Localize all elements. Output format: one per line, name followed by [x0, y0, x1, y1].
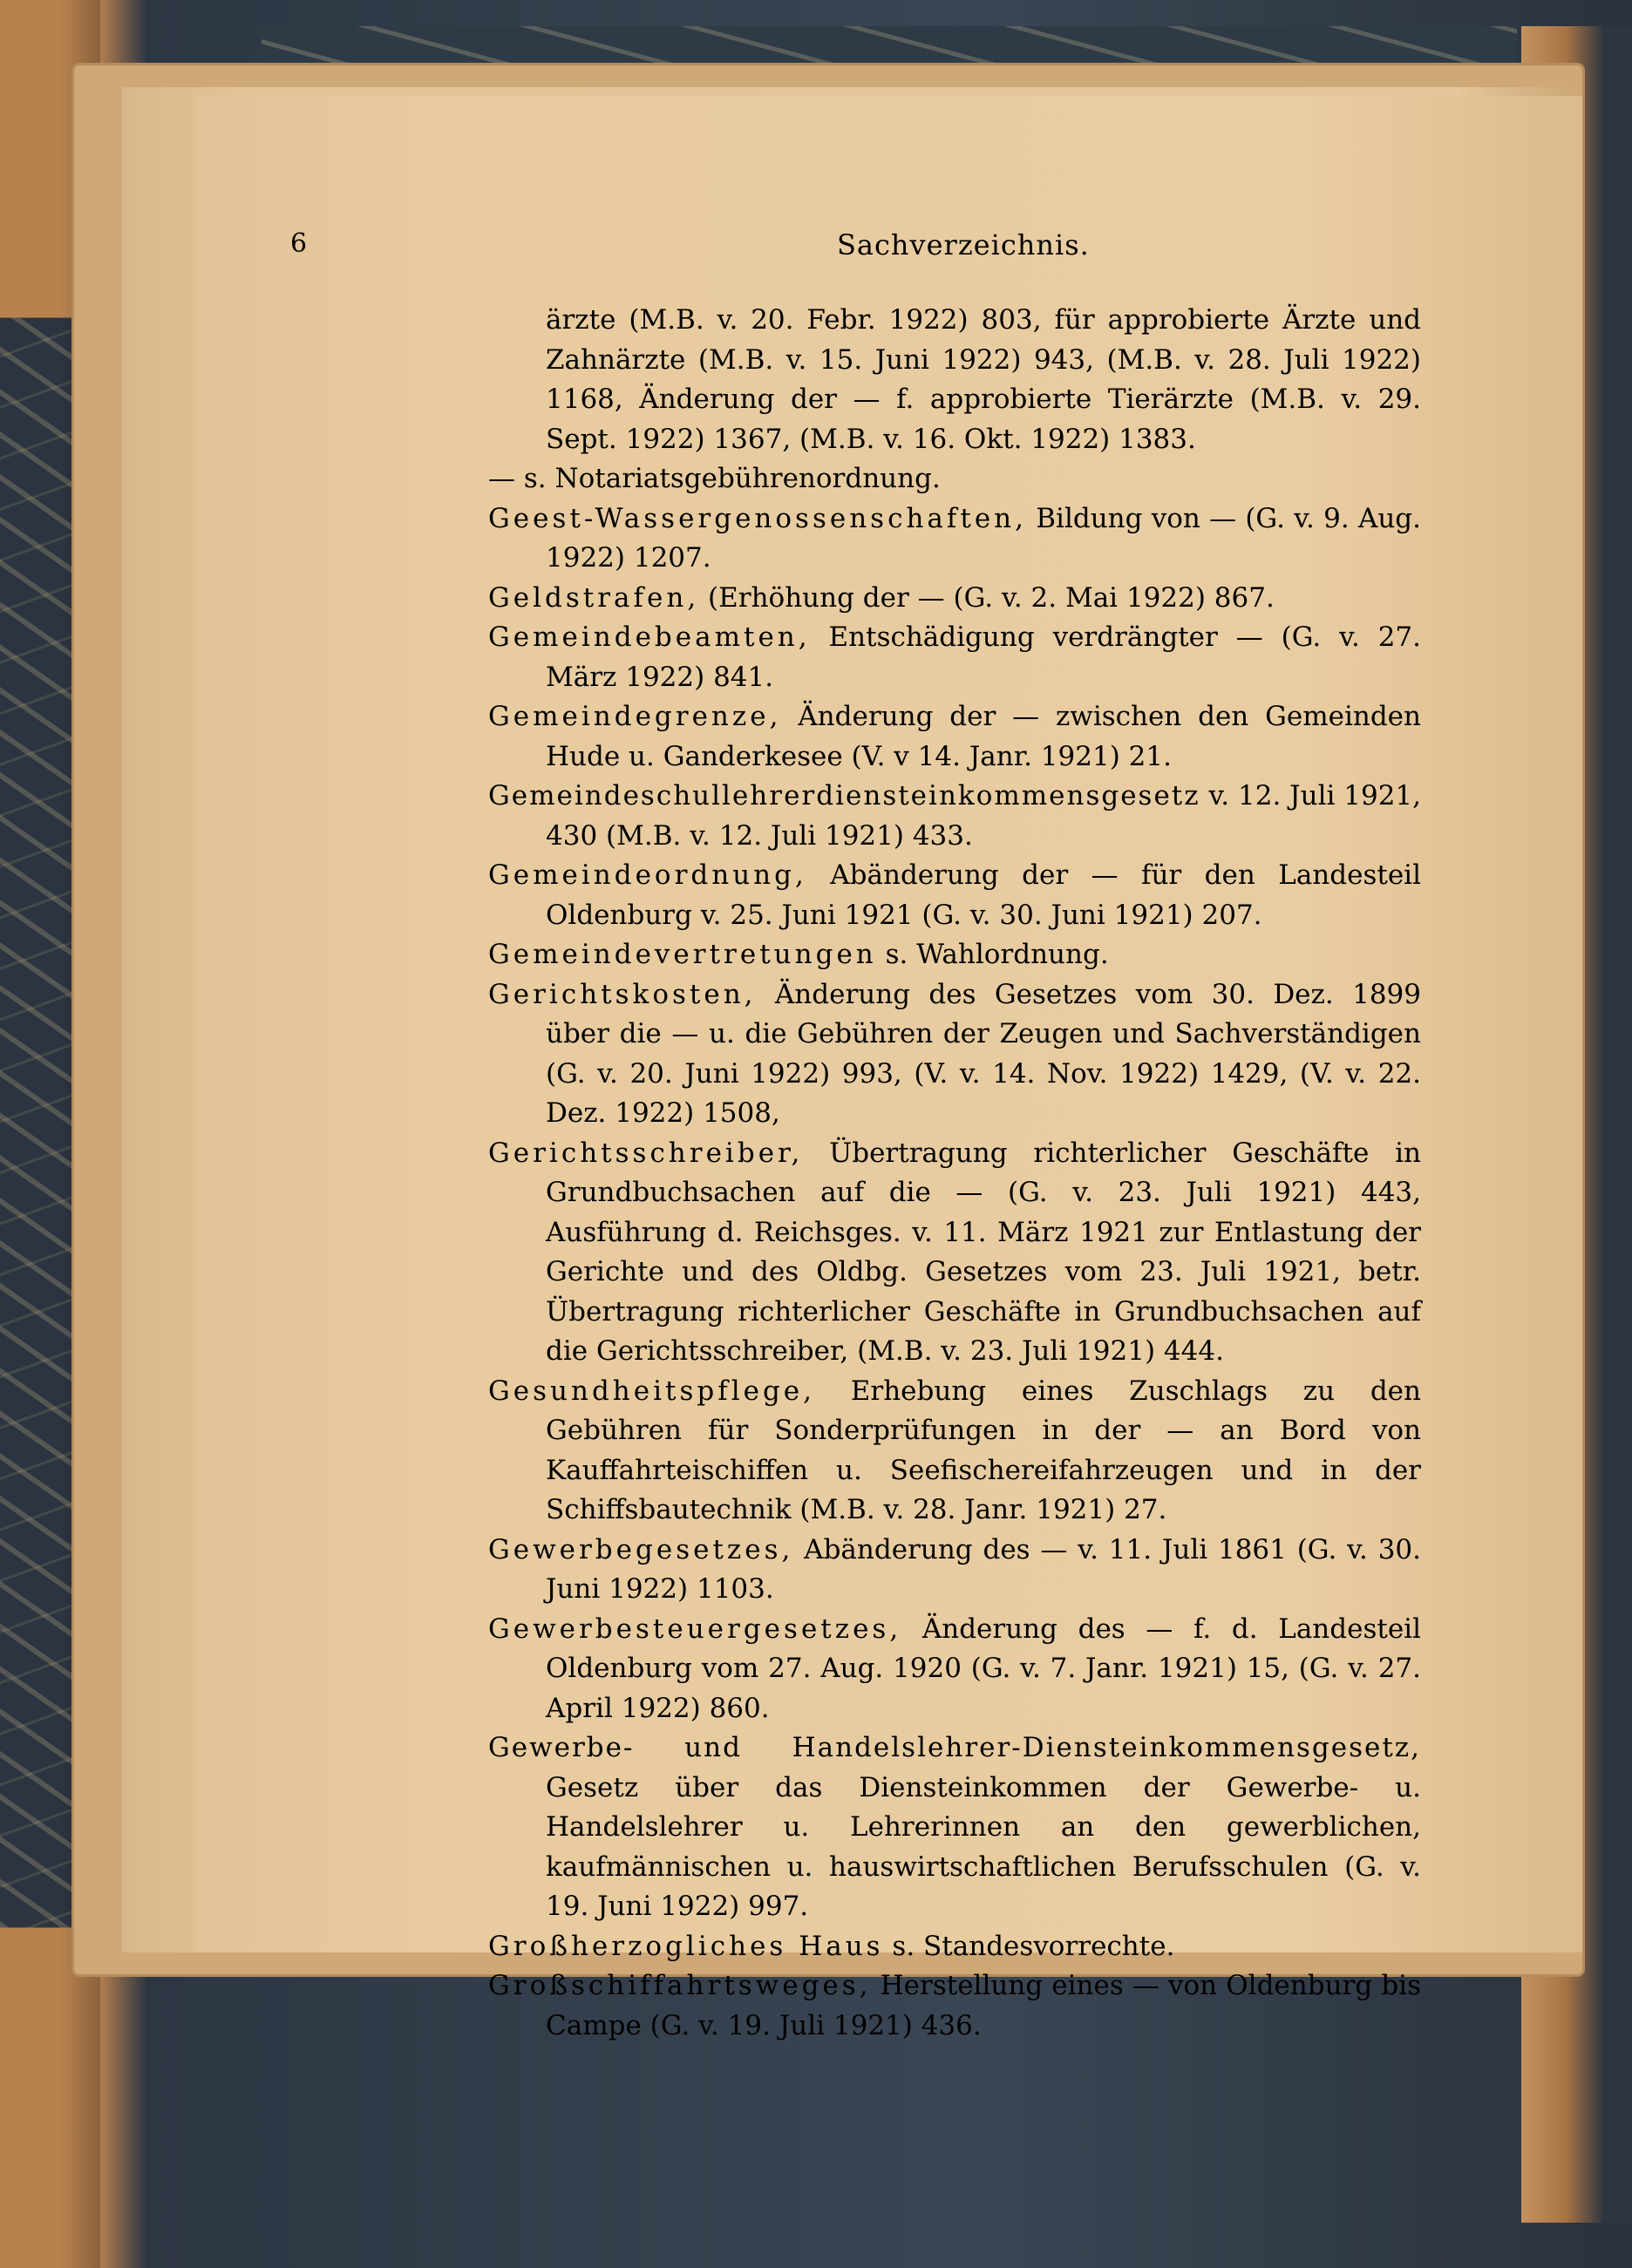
- index-entry: [488, 1372, 1421, 1531]
- index-entry: [488, 1610, 1421, 1729]
- index-entry: [488, 697, 1421, 777]
- entry-text: Gesetz über das Diensteinkommen der Gewerbe- u. Handelslehrer u. Lehrerinnen an den gewerblichen, kaufmännischen u. hauswirtschaftlichen Berufsschulen (G. v. 19. Juni 1922) 997.: [546, 1771, 1421, 1922]
- entry-heading: Gemeindegrenze,: [488, 701, 782, 732]
- entry-heading: Gerichtsschreiber,: [488, 1137, 804, 1169]
- entry-heading: Geldstrafen,: [488, 581, 700, 614]
- entry-heading: Gesundheitspflege,: [488, 1375, 816, 1407]
- entry-text: Bildung von — (G. v. 9. Aug. 1922) 1207.: [546, 502, 1421, 574]
- entry-text: (Erhöhung der — (G. v. 2. Mai 1922) 867.: [699, 581, 1275, 614]
- index-entry: [488, 1966, 1421, 2046]
- entry-heading: Geest-Wassergenossenschaften,: [488, 502, 1027, 534]
- index-entry: [488, 1134, 1421, 1372]
- index-entry: [488, 1531, 1421, 1610]
- entry-heading: Großherzogliches Haus: [488, 1930, 884, 1962]
- index-entry: [488, 975, 1421, 1134]
- index-entry: [488, 618, 1421, 697]
- entry-heading: Großschiffahrtsweges,: [488, 1970, 872, 2001]
- entry-text: ärzte (M.B. v. 20. Febr. 1922) 803, für approbierte Ärzte und Zahnärzte (M.B. v. 15. Juni 1922) 943, (M.B. v. 28. Juli 1922) 1168, Änderung der — f. approbierte Tierärzte (M.B. v. 29. Sept. 1922) 1367, (M.B. v. 16. Okt. 1922) 1383.: [546, 304, 1421, 455]
- entry-heading: Gemeindeordnung,: [488, 859, 807, 891]
- entry-heading: Gewerbesteuergesetzes,: [488, 1613, 902, 1645]
- entry-heading: Gemeindebeamten,: [488, 621, 811, 653]
- index-entry: [488, 459, 1421, 499]
- entry-heading: Gewerbegesetzes,: [488, 1533, 794, 1565]
- entry-text: Erhebung eines Zuschlags zu den Gebühren für Sonderprüfungen in der — an Bord von Kauffahrteischiffen u. Seefischereifahrzeugen und in der Schiffsbautechnik (M.B. v. 28. Janr. 1921) 27.: [546, 1375, 1421, 1525]
- entry-text: — s. Notariatsgebührenordnung.: [488, 463, 941, 494]
- index-entry: [488, 935, 1421, 975]
- entry-text: s. Standesvorrechte.: [883, 1930, 1175, 1962]
- entry-text: Herstellung eines — von Oldenburg bis Campe (G. v. 19. Juli 1921) 436.: [546, 1970, 1421, 2041]
- entry-heading: Gewerbe- und Handelslehrer-Diensteinkommensgesetz,: [488, 1732, 1421, 1763]
- entry-heading: Gemeindeschullehrerdiensteinkommensgesetz: [488, 780, 1200, 811]
- index-entries: [488, 301, 1421, 2046]
- entry-text: Entschädigung verdrängter — (G. v. 27. März 1922) 841.: [546, 621, 1421, 693]
- index-entry: [488, 1927, 1421, 1967]
- entry-heading: Gemeindevertretungen: [488, 939, 877, 970]
- entry-text: Änderung des Gesetzes vom 30. Dez. 1899 über die — u. die Gebühren der Zeugen und Sachverständigen (G. v. 20. Juni 1922) 993, (V. v. 14. Nov. 1922) 1429, (V. v. 22. Dez. 1922) 1508,: [546, 978, 1421, 1129]
- entry-text: s. Wahlordnung.: [876, 939, 1109, 970]
- index-entry: [488, 1728, 1421, 1927]
- index-entry: [488, 301, 1421, 459]
- running-head: Sachverzeichnis.: [837, 228, 1090, 261]
- entry-heading: Gerichtskosten,: [488, 978, 757, 1010]
- index-entry: [488, 499, 1421, 579]
- entry-text: v. 12. Juli 1921, 430 (M.B. v. 12. Juli 1921) 433.: [546, 780, 1421, 852]
- entry-text: Änderung des — f. d. Landesteil Oldenburg vom 27. Aug. 1920 (G. v. 7. Janr. 1921) 15, (G. v. 27. April 1922) 860.: [546, 1613, 1421, 1724]
- entry-text: Änderung der — zwischen den Gemeinden Hude u. Ganderkesee (V. v 14. Janr. 1921) 21.: [546, 701, 1421, 772]
- index-entry: [488, 777, 1421, 856]
- entry-text: Übertragung richterlicher Geschäfte in Grundbuchsachen auf die — (G. v. 23. Juli 1921) 443, Ausführung d. Reichsges. v. 11. März 1921 zur Entlastung der Gerichte und des Oldbg. Gesetzes vom 23. Juli 1921, betr. Übertragung richterlicher Geschäfte in Grundbuchsachen auf die Gerichtsschreiber, (M.B. v. 23. Juli 1921) 444.: [546, 1137, 1421, 1367]
- index-entry: [488, 856, 1421, 935]
- page-number: 6: [290, 228, 308, 259]
- entry-text: Abänderung der — für den Landesteil Oldenburg v. 25. Juni 1921 (G. v. 30. Juni 1921) 207.: [546, 859, 1421, 931]
- index-entry: [488, 579, 1421, 619]
- entry-text: Abänderung des — v. 11. Juli 1861 (G. v. 30. Juni 1922) 1103.: [546, 1533, 1421, 1605]
